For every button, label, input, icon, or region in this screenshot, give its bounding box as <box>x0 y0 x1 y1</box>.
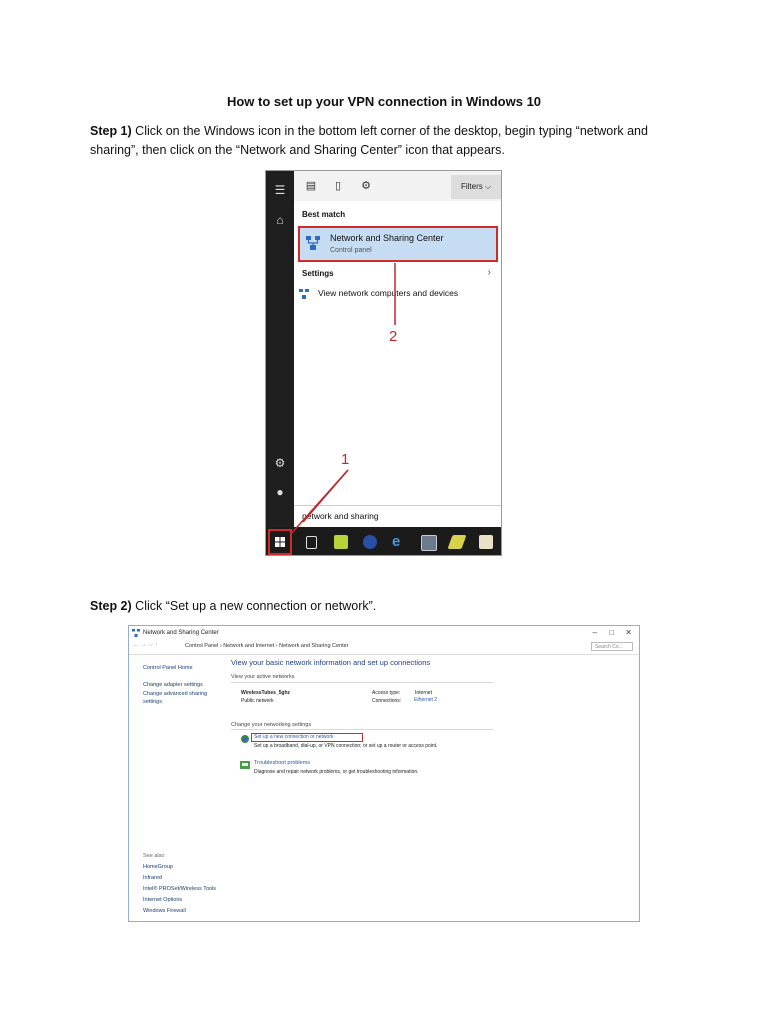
page-heading: View your basic network information and set up connections <box>231 658 431 667</box>
step-1-label: Step 1) <box>90 124 132 138</box>
sidebar-control-panel-home[interactable]: Control Panel Home <box>143 665 193 671</box>
control-panel-screenshot <box>128 625 640 922</box>
document-icon: ▯ <box>334 180 342 192</box>
annotation-number-2: 2 <box>389 328 398 345</box>
settings-gear-icon: ⚙ <box>274 456 286 470</box>
troubleshoot-description: Diagnose and repair network problems, or get troubleshooting information. <box>254 769 419 775</box>
view-network-computers-item[interactable]: View network computers and devices <box>318 288 459 298</box>
annotation-line-1b <box>303 470 348 522</box>
troubleshoot-icon <box>240 760 250 770</box>
network-name: WirelessTubes_5ghz <box>241 690 291 696</box>
user-icon: ● <box>276 485 284 499</box>
sidebar-change-advanced-1[interactable]: Change advanced sharing <box>143 691 208 697</box>
annotation-number-1: 1 <box>341 451 350 468</box>
see-also-infrared[interactable]: Infrared <box>143 875 162 881</box>
best-match-label: Best match <box>302 210 346 219</box>
result-subtitle: Control panel <box>330 247 372 254</box>
document-title: How to set up your VPN connection in Windows 10 <box>226 94 542 109</box>
divider <box>231 729 493 730</box>
hamburger-icon: ☰ <box>274 183 286 197</box>
result-title: Network and Sharing Center <box>330 233 444 243</box>
step-2-text <box>90 597 690 616</box>
edge-icon[interactable]: e <box>392 533 401 550</box>
filters-button[interactable]: Filters ⌵ <box>451 175 501 199</box>
nav-arrows-icon[interactable]: ← → ⌵ ↑ <box>133 642 158 648</box>
see-also-homegroup[interactable]: HomeGroup <box>143 864 173 870</box>
apps-icon: ▤ <box>305 180 317 192</box>
setup-new-connection-link[interactable]: Set up a new connection or network <box>254 734 334 740</box>
sidebar-change-advanced-2[interactable]: settings <box>143 699 162 705</box>
maximize-icon[interactable]: □ <box>609 628 614 637</box>
sidebar-change-adapter[interactable]: Change adapter settings <box>143 682 203 688</box>
window-titlebar <box>129 626 639 640</box>
step-1-text <box>90 122 690 160</box>
breadcrumb[interactable]: Control Panel › Network and Internet › Network and Sharing Center <box>185 643 349 649</box>
troubleshoot-link[interactable]: Troubleshoot problems <box>254 760 311 766</box>
step-2-instruction: Click “Set up a new connection or network”. <box>135 599 377 613</box>
chevron-right-icon: › <box>487 267 491 278</box>
filters-label: Filters <box>460 182 483 191</box>
step-2-label: Step 2) <box>90 599 132 613</box>
settings-label: Settings <box>302 269 334 278</box>
setup-description: Set up a broadband, dial-up, or VPN connection; or set up a router or access point. <box>254 743 438 749</box>
divider <box>231 682 493 683</box>
see-also-windows-firewall[interactable]: Windows Firewall <box>143 908 186 914</box>
web-gear-icon: ⚙ <box>361 180 371 192</box>
connections-label: Connections: <box>372 698 402 704</box>
window-title: Network and Sharing Center <box>143 630 219 636</box>
home-icon: ⌂ <box>276 213 284 227</box>
address-bar <box>129 640 639 655</box>
annotation-lines <box>265 170 502 556</box>
search-query: network and sharing <box>302 511 379 521</box>
network-type: Public network <box>241 698 274 704</box>
see-also-intel-proset[interactable]: Intel® PROSet/Wireless Tools <box>143 886 217 892</box>
search-control-panel-input[interactable]: Search Co... <box>591 642 633 651</box>
access-type-label: Access type: <box>372 690 401 696</box>
see-also-header: See also <box>143 853 165 859</box>
window-network-icon <box>132 629 140 637</box>
ethernet-link[interactable]: Ethernet 2 <box>414 697 438 703</box>
access-type-value: Internet <box>415 690 432 696</box>
close-icon[interactable]: ✕ <box>625 628 632 637</box>
minimize-icon[interactable]: – <box>592 628 597 637</box>
change-settings-header: Change your networking settings <box>231 722 312 728</box>
step-1-line-1: Click on the Windows icon in the bottom left corner of the desktop, begin typing “network and <box>135 124 648 138</box>
see-also-internet-options[interactable]: Internet Options <box>143 897 183 903</box>
active-networks-header: View your active networks <box>231 674 295 680</box>
step-1-line-2: sharing”, then click on the “Network and Sharing Center” icon that appears. <box>90 143 505 157</box>
setup-connection-icon <box>240 734 250 744</box>
